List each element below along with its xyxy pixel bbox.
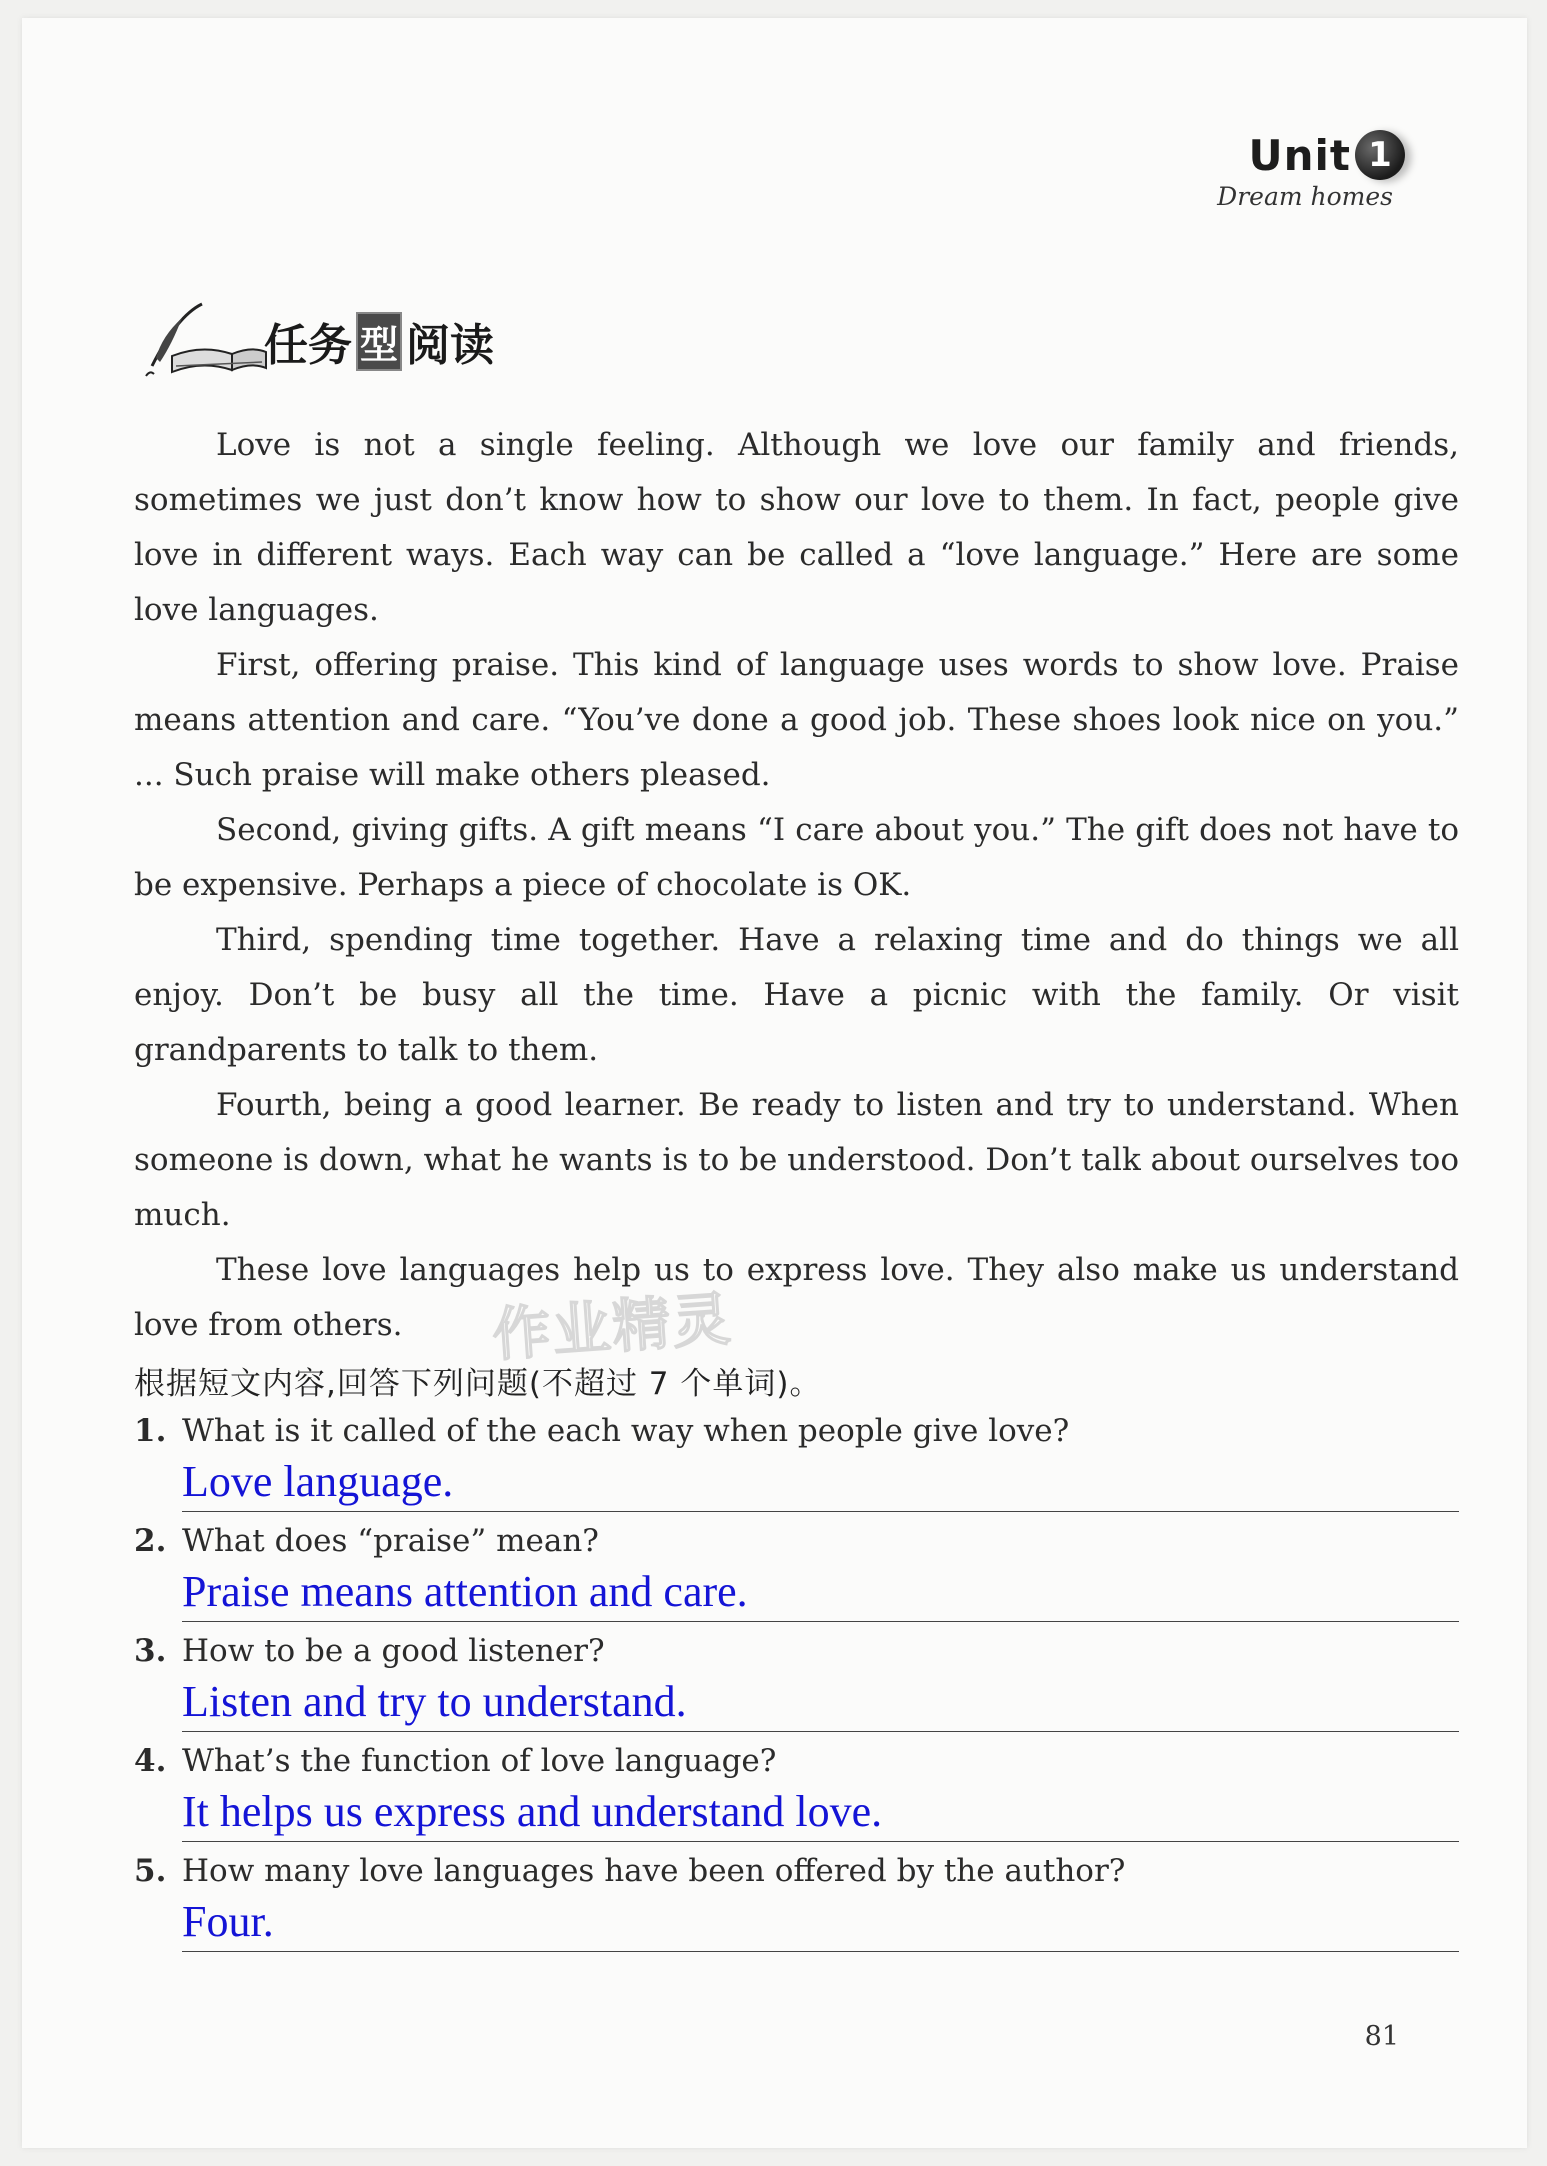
- title-mid: 型: [356, 312, 402, 371]
- paragraph: These love languages help us to express love. They also make us understand love from others.: [134, 1252, 1459, 1343]
- open-book-quill-icon: [132, 296, 272, 386]
- question-text: What is it called of the each way when people give love?: [182, 1413, 1070, 1449]
- question-item: [134, 1743, 1459, 1853]
- page-number: 81: [1364, 2021, 1399, 2052]
- question-number: 1.: [134, 1413, 167, 1449]
- paragraph: Third, spending time together. Have a relaxing time and do things we all enjoy. Don’t be busy all the time. Have a picnic with the family. Or visit grandparents to talk to them.: [134, 922, 1459, 1068]
- paragraph: Second, giving gifts. A gift means “I care about you.” The gift does not have to be expensive. Perhaps a piece of chocolate is OK.: [134, 812, 1459, 903]
- question-item: [134, 1633, 1459, 1743]
- paragraph: Love is not a single feeling. Although we love our family and friends, sometimes we just don’t know how to show our love to them. In fact, people give love in different ways. Each way can be called a “love language.” Here are some love languages.: [134, 427, 1459, 628]
- answer-text: Listen and try to understand.: [182, 1677, 687, 1726]
- question-item: [134, 1523, 1459, 1633]
- answer-line[interactable]: [182, 1453, 1459, 1512]
- question-item: [134, 1413, 1459, 1523]
- answer-line[interactable]: [182, 1893, 1459, 1952]
- reading-passage: [134, 418, 1459, 1353]
- question-number: 2.: [134, 1523, 167, 1559]
- watermark: 作业精灵: [490, 1284, 735, 1370]
- answer-line[interactable]: [182, 1783, 1459, 1842]
- answer-text: Praise means attention and care.: [182, 1567, 748, 1616]
- section-title: [132, 296, 494, 386]
- question-list: [134, 1413, 1459, 1963]
- unit-subtitle: Dream homes: [1217, 182, 1393, 211]
- unit-header: [1217, 130, 1405, 211]
- answer-text: It helps us express and understand love.: [182, 1787, 883, 1836]
- question-text: How many love languages have been offered by the author?: [182, 1853, 1126, 1889]
- instruction: 根据短文内容,回答下列问题(不超过 7 个单词)。: [134, 1366, 822, 1402]
- unit-number-badge: 1: [1355, 130, 1405, 180]
- unit-label: Unit: [1248, 130, 1351, 180]
- title-right: 阅读: [406, 320, 495, 371]
- title-left: 任务: [264, 320, 352, 371]
- answer-text: Four.: [182, 1897, 274, 1946]
- question-number: 3.: [134, 1633, 167, 1669]
- paragraph: Fourth, being a good learner. Be ready to listen and try to understand. When someone is down, what he wants is to be understood. Don’t talk about ourselves too much.: [134, 1087, 1459, 1233]
- question-text: What does “praise” mean?: [182, 1523, 599, 1559]
- question-number: 4.: [134, 1743, 167, 1779]
- answer-text: Love language.: [182, 1457, 454, 1506]
- workbook-page: [22, 18, 1527, 2148]
- answer-line[interactable]: [182, 1563, 1459, 1622]
- paragraph: First, offering praise. This kind of language uses words to show love. Praise means attention and care. “You’ve done a good job. These shoes look nice on you.” ... Such praise will make others pleased.: [134, 647, 1459, 793]
- question-text: What’s the function of love language?: [182, 1743, 777, 1779]
- answer-line[interactable]: [182, 1673, 1459, 1732]
- question-number: 5.: [134, 1853, 167, 1889]
- question-item: [134, 1853, 1459, 1963]
- question-text: How to be a good listener?: [182, 1633, 605, 1669]
